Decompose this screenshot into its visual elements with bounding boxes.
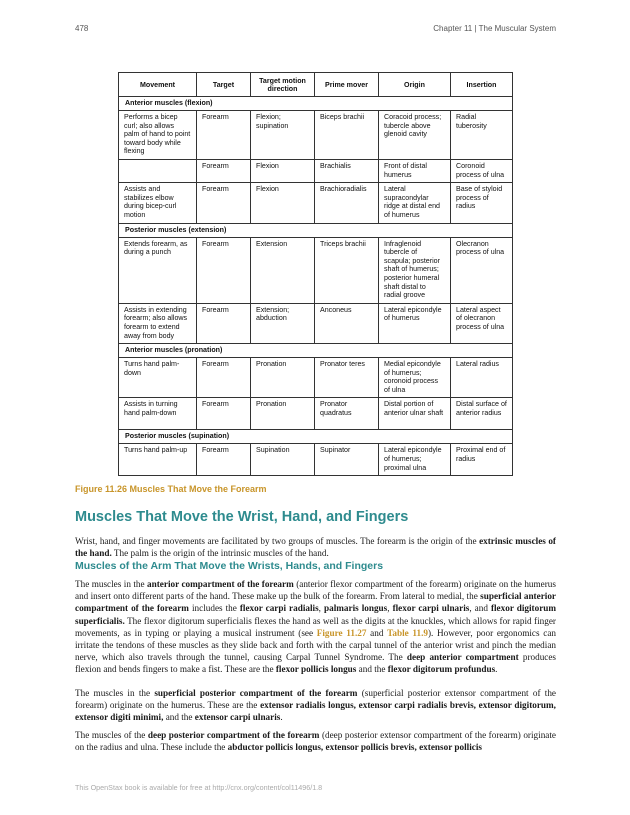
table-cell: Brachioradialis	[315, 183, 379, 223]
table-cell: Extends forearm, as during a punch	[119, 237, 197, 303]
table-cell: Biceps brachii	[315, 111, 379, 160]
column-header: Movement	[119, 73, 197, 97]
table-cell: Forearm	[197, 183, 251, 223]
text-run: The muscles in the	[75, 688, 155, 698]
table-row	[119, 444, 513, 476]
text-run: (anterior flexor compartment of the forearm) originate on the humerus and insert onto different parts of the hand. These make up the bulk of the forearm. From lateral to medial, the	[75, 579, 556, 602]
table-cell: Assists and stabilizes elbow during bicep-curl motion	[119, 183, 197, 223]
table-cell: Extension	[251, 237, 315, 303]
text-run: The muscles in the	[75, 579, 148, 589]
page-footer: This OpenStax book is available for free at http://cnx.org/content/col11496/1.8	[75, 783, 323, 792]
table-row	[119, 358, 513, 398]
text-run: The muscles of the	[75, 730, 148, 740]
table-cell: Infraglenoid tubercle of scapula; posterior shaft of humerus; posterior humeral shaft distal to radial groove	[379, 237, 451, 303]
table-link[interactable]: Table 11.9	[387, 627, 428, 638]
page-number: 478	[75, 24, 89, 33]
column-header: Target motion direction	[251, 73, 315, 97]
chapter-header: Chapter 11 | The Muscular System	[433, 24, 556, 33]
table-cell: Turns hand palm-down	[119, 358, 197, 398]
key-term: anterior compartment of the forearm	[147, 579, 294, 589]
table-cell: Extension; abduction	[251, 303, 315, 343]
section-row	[119, 223, 513, 237]
table-cell: Lateral supracondylar ridge at distal end of humerus	[379, 183, 451, 223]
table-cell: Distal portion of anterior ulnar shaft	[379, 398, 451, 430]
key-term: flexor carpi ulnaris	[392, 603, 470, 614]
table-cell: Lateral radius	[451, 358, 513, 398]
table-cell: Distal surface of anterior radius	[451, 398, 513, 430]
text-run: The palm is the origin of the intrinsic muscles of the hand.	[111, 548, 329, 559]
text-run: Wrist, hand, and finger movements are facilitated by two groups of muscles. The forearm is the origin of the	[75, 536, 480, 546]
text-run: ). However, poor ergonomics can irritate the tendons of these muscles as they slide back and forth with the carpal tunnel of the anterior wrist and pinch the median nerve, which also travels through the tunnel, causing Carpal Tunnel Syndrome. The	[75, 627, 556, 663]
section-heading: Muscles That Move the Wrist, Hand, and Fingers	[75, 509, 409, 525]
table-cell: Lateral aspect of olecranon process of ulna	[451, 303, 513, 343]
table-cell: Lateral epicondyle of humerus; proximal ulna	[379, 444, 451, 476]
column-header: Prime mover	[315, 73, 379, 97]
table-cell: Medial epicondyle of humerus; coronoid process of ulna	[379, 358, 451, 398]
table-cell: Supination	[251, 444, 315, 476]
text-run: and the	[163, 712, 195, 723]
subsection-heading: Muscles of the Arm That Move the Wrists, Hands, and Fingers	[75, 560, 384, 572]
table-cell: Front of distal humerus	[379, 160, 451, 183]
text-run: , and	[469, 603, 491, 614]
key-term: extensor radialis longus, extensor carpi radialis brevis, extensor digitorum, extensor digiti minimi,	[75, 700, 556, 723]
paragraph-anterior-compartment	[75, 578, 556, 676]
table-header-row	[119, 73, 513, 97]
section-row	[119, 344, 513, 358]
table-cell: Forearm	[197, 398, 251, 430]
section-row	[119, 97, 513, 111]
table-cell: Coracoid process; tubercle above glenoid cavity	[379, 111, 451, 160]
figure-caption: Figure 11.26 Muscles That Move the Forearm	[75, 484, 267, 494]
table-cell: Flexion	[251, 160, 315, 183]
text-run: and	[366, 627, 388, 638]
column-header: Target	[197, 73, 251, 97]
table-cell: Brachialis	[315, 160, 379, 183]
table-cell: Proximal end of radius	[451, 444, 513, 476]
column-header: Insertion	[451, 73, 513, 97]
table-row	[119, 237, 513, 303]
key-term: deep posterior compartment of the forearm	[147, 730, 320, 740]
table-cell: Anconeus	[315, 303, 379, 343]
key-term: superficial posterior compartment of the forearm	[154, 688, 358, 698]
paragraph-deep-posterior	[75, 729, 556, 753]
table-cell: Forearm	[197, 237, 251, 303]
table-cell: Lateral epicondyle of humerus	[379, 303, 451, 343]
table-cell: Turns hand palm-up	[119, 444, 197, 476]
section-title: Anterior muscles (pronation)	[119, 344, 513, 358]
text-run: includes the	[188, 603, 240, 614]
table-row	[119, 160, 513, 183]
key-term: superficial anterior compartment of the forearm	[75, 591, 557, 614]
table-cell: Assists in extending forearm; also allows forearm to extend away from body	[119, 303, 197, 343]
table-row	[119, 303, 513, 343]
table-row	[119, 183, 513, 223]
table-cell: Pronator teres	[315, 358, 379, 398]
key-term: extensor carpi ulnaris	[194, 712, 281, 723]
table-cell: Forearm	[197, 111, 251, 160]
text-run: (superficial posterior extensor compartment of the forearm) originate on the humerus. These are the	[75, 688, 556, 711]
figure-link[interactable]: Figure 11.27	[316, 627, 367, 638]
text-run: .	[495, 664, 498, 675]
table-cell: Forearm	[197, 303, 251, 343]
table-row	[119, 111, 513, 160]
key-term: flexor digitorum superficialis.	[75, 603, 557, 626]
table-cell: Olecranon process of ulna	[451, 237, 513, 303]
key-term: abductor pollicis longus, extensor pollicis brevis, extensor pollicis	[227, 742, 482, 753]
text-run: The flexor digitorum superficialis flexes the hand as well as the digits at the knuckles, which allows for rapid finger movements, as in typing or playing a musical instrument (see	[75, 615, 556, 638]
key-term: extrinsic muscles of the hand.	[75, 536, 556, 559]
table-cell: Pronation	[251, 358, 315, 398]
table-cell: Triceps brachii	[315, 237, 379, 303]
table-cell: Forearm	[197, 160, 251, 183]
table-cell: Assists in turning hand palm-down	[119, 398, 197, 430]
key-term: flexor digitorum profundus	[387, 664, 496, 675]
table-cell: Radial tuberosity	[451, 111, 513, 160]
text-run: ,	[387, 603, 393, 614]
section-title: Anterior muscles (flexion)	[119, 97, 513, 111]
table-cell: Flexion; supination	[251, 111, 315, 160]
paragraph-superficial-posterior	[75, 687, 556, 724]
table-cell: Forearm	[197, 444, 251, 476]
section-row	[119, 430, 513, 444]
table-cell: Supinator	[315, 444, 379, 476]
text-run: and the	[356, 664, 388, 675]
table-cell: Flexion	[251, 183, 315, 223]
key-term: flexor pollicis longus	[275, 664, 357, 675]
text-run: ,	[318, 603, 324, 614]
table-cell: Pronation	[251, 398, 315, 430]
key-term: palmaris longus	[323, 603, 388, 614]
section-title: Posterior muscles (supination)	[119, 430, 513, 444]
table-cell: Coronoid process of ulna	[451, 160, 513, 183]
forearm-muscles-table	[118, 72, 513, 476]
table-cell: Forearm	[197, 358, 251, 398]
text-run: produces flexion and bends fingers to make a fist. These are the	[75, 652, 557, 675]
text-run: (deep posterior extensor compartment of the forearm) originate on the radius and ulna. These include the	[75, 730, 556, 753]
table-row	[119, 398, 513, 430]
table-cell: Base of styloid process of radius	[451, 183, 513, 223]
table-cell: Pronator quadratus	[315, 398, 379, 430]
table-cell	[119, 160, 197, 183]
text-run: .	[280, 712, 283, 723]
key-term: deep anterior compartment	[406, 652, 519, 663]
section-title: Posterior muscles (extension)	[119, 223, 513, 237]
column-header: Origin	[379, 73, 451, 97]
key-term: flexor carpi radialis	[239, 603, 319, 614]
paragraph-intro	[75, 535, 556, 559]
table-cell: Performs a bicep curl; also allows palm of hand to point toward body while flexing	[119, 111, 197, 160]
